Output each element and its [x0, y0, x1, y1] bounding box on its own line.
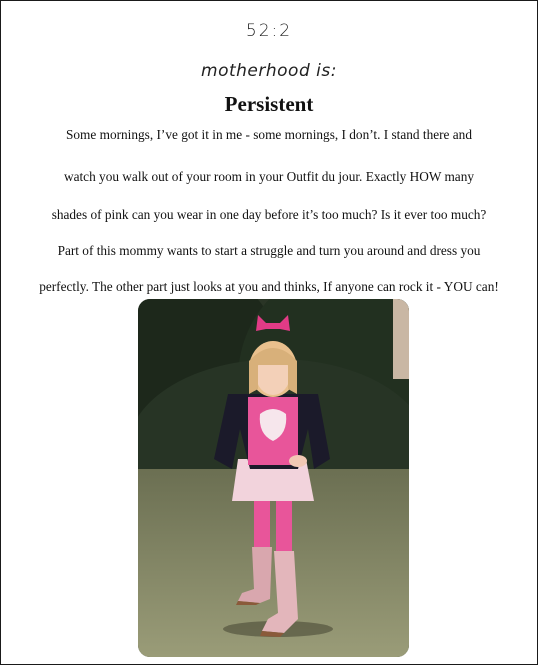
page-number: 52:2 [245, 21, 293, 41]
paragraph-line: Part of this mommy wants to start a struggle and turn you around and dress you [57, 243, 481, 258]
photo-illustration [138, 299, 409, 657]
page-subtitle: motherhood is: [201, 61, 337, 81]
paragraph-line: Some mornings, I’ve got it in me - some mornings, I don’t. I stand there and [66, 127, 472, 142]
page-title: Persistent [224, 92, 314, 116]
paragraph-line: perfectly. The other part just looks at you and thinks, If anyone can rock it - YOU can! [39, 279, 499, 294]
paragraph-line: shades of pink can you wear in one day before it’s too much? Is it ever too much? [51, 207, 487, 222]
paragraph-line: watch you walk out of your room in your Outfit du jour. Exactly HOW many [63, 169, 475, 184]
girl-in-pink-photo [138, 299, 409, 657]
